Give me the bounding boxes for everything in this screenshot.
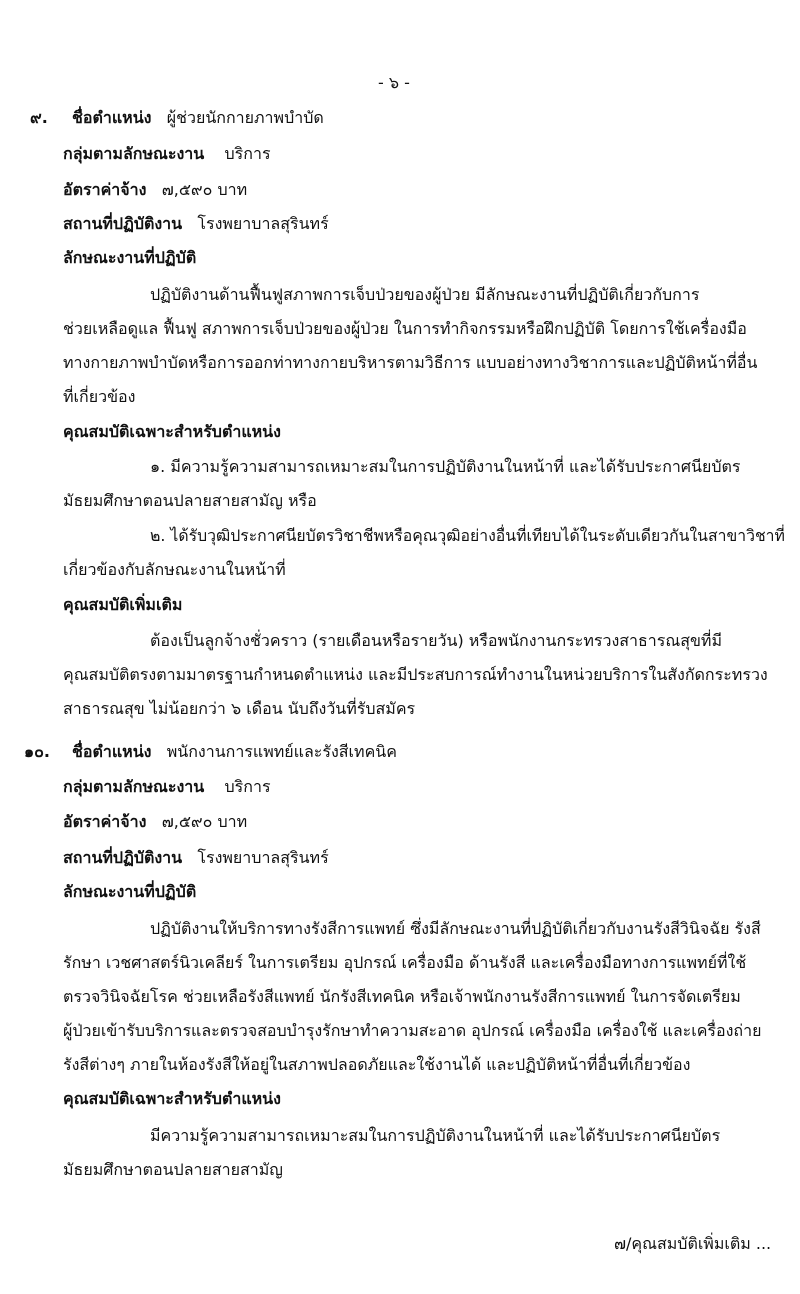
section-9-qual-line: ๒. ได้รับวุฒิประกาศนียบัตรวิชาชีพหรือคุณวุฒิอย่างอื่นที่เทียบได้ในระดับเดียวกันในสาขาวิชาที่	[150, 526, 785, 545]
section-10-number: ๑๐.	[24, 742, 50, 761]
position-label: ชื่อตำแหน่ง	[72, 742, 152, 761]
section-10-duty-line: รังสีต่างๆ ภายในห้องรังสีให้อยู่ในสภาพปลอดภัยและใช้งานได้ และปฏิบัติหน้าที่อื่นที่เกี่ยวข้อง	[63, 1055, 691, 1074]
section-9-qual-line: มัธยมศึกษาตอนปลายสายสามัญ หรือ	[63, 491, 317, 510]
section-10-duty-line: ตรวจวินิจฉัยโรค ช่วยเหลือรังสีแพทย์ นักรังสีเทคนิค หรือเจ้าพนักงานรังสีการแพทย์ ในการจัดเตรียม	[63, 987, 741, 1006]
position-value: พนักงานการแพทย์และรังสีเทคนิค	[166, 742, 397, 761]
section-9-number: ๙.	[30, 108, 48, 127]
group-value: บริการ	[224, 144, 271, 163]
section-9-wage	[63, 179, 247, 201]
section-10-wage	[63, 811, 247, 833]
place-label: สถานที่ปฏิบัติงาน	[63, 214, 183, 233]
section-9-qual-line: ๑. มีความรู้ความสามารถเหมาะสมในการปฏิบัติงานในหน้าที่ และได้รับประกาศนียบัตร	[150, 457, 741, 476]
section-10-duty-line: รักษา เวชศาสตร์นิวเคลียร์ ในการเตรียม อุปกรณ์ เครื่องมือ ด้านรังสี และเครื่องมือทางการแพทย์ที่ใช้	[63, 953, 747, 972]
group-value: บริการ	[224, 777, 271, 796]
section-9-group	[63, 143, 271, 165]
section-9-extra-line: ต้องเป็นลูกจ้างชั่วคราว (รายเดือนหรือรายวัน) หรือพนักงานกระทรวงสาธารณสุขที่มี	[150, 631, 722, 650]
section-10-duty-line: ผู้ป่วยเข้ารับบริการและตรวจสอบบำรุงรักษาทำความสะอาด อุปกรณ์ เครื่องมือ เครื่องใช้ และเครื่องถ่าย	[63, 1021, 762, 1040]
section-9-extra-heading: คุณสมบัติเพิ่มเติม	[63, 595, 183, 614]
section-9-extra-line: สาธารณสุข ไม่น้อยกว่า ๖ เดือน นับถึงวันที่รับสมัคร	[63, 699, 416, 718]
section-9-extra-line: คุณสมบัติตรงตามมาตรฐานกำหนดตำแหน่ง และมีประสบการณ์ทำงานในหน่วยบริการในสังกัดกระทรวง	[63, 665, 768, 684]
section-9-qual-heading: คุณสมบัติเฉพาะสำหรับตำแหน่ง	[63, 422, 281, 441]
wage-label: อัตราค่าจ้าง	[63, 180, 147, 199]
wage-value: ๗,๕๙๐ บาท	[161, 812, 248, 831]
section-10-qual-heading: คุณสมบัติเฉพาะสำหรับตำแหน่ง	[63, 1089, 281, 1108]
page-number: - ๖ -	[378, 73, 410, 92]
section-10-qual-line: มีความรู้ความสามารถเหมาะสมในการปฏิบัติงานในหน้าที่ และได้รับประกาศนียบัตร	[150, 1126, 721, 1145]
section-9-duty-line: ที่เกี่ยวข้อง	[63, 387, 136, 406]
section-9-position	[72, 107, 324, 129]
place-label: สถานที่ปฏิบัติงาน	[63, 848, 183, 867]
section-10-position	[72, 741, 397, 763]
group-label: กลุ่มตามลักษณะงาน	[63, 777, 205, 796]
place-value: โรงพยาบาลสุรินทร์	[197, 848, 329, 867]
place-value: โรงพยาบาลสุรินทร์	[197, 214, 329, 233]
section-10-duty-line: ปฏิบัติงานให้บริการทางรังสีการแพทย์ ซึ่งมีลักษณะงานที่ปฏิบัติเกี่ยวกับงานรังสีวินิจฉัย รังสี	[150, 919, 761, 938]
wage-value: ๗,๕๙๐ บาท	[161, 180, 248, 199]
section-10-qual-line: มัธยมศึกษาตอนปลายสายสามัญ	[63, 1160, 283, 1179]
position-label: ชื่อตำแหน่ง	[72, 108, 152, 127]
section-10-duty-heading: ลักษณะงานที่ปฏิบัติ	[63, 882, 197, 901]
group-label: กลุ่มตามลักษณะงาน	[63, 144, 205, 163]
footer-continuation: ๗/คุณสมบัติเพิ่มเติม ...	[614, 1234, 772, 1253]
section-9-duty-line: ทางกายภาพบำบัดหรือการออกท่าทางกายบริหารตามวิธีการ แบบอย่างทางวิชาการและปฏิบัติหน้าที่อื่น	[63, 353, 758, 372]
section-9-duty-heading: ลักษณะงานที่ปฏิบัติ	[63, 248, 197, 267]
section-10-place	[63, 847, 329, 869]
section-9-duty-line: ช่วยเหลือดูแล ฟื้นฟู สภาพการเจ็บป่วยของผู้ป่วย ในการทำกิจกรรมหรือฝึกปฏิบัติ โดยการใช้เครื่องมือ	[63, 319, 747, 338]
section-10-group	[63, 776, 271, 798]
section-9-place	[63, 213, 329, 235]
section-9-duty-line: ปฏิบัติงานด้านฟื้นฟูสภาพการเจ็บป่วยของผู้ป่วย มีลักษณะงานที่ปฏิบัติเกี่ยวกับการ	[150, 285, 700, 304]
position-value: ผู้ช่วยนักกายภาพบำบัด	[166, 108, 324, 127]
wage-label: อัตราค่าจ้าง	[63, 812, 147, 831]
section-9-qual-line: เกี่ยวข้องกับลักษณะงานในหน้าที่	[63, 560, 286, 579]
